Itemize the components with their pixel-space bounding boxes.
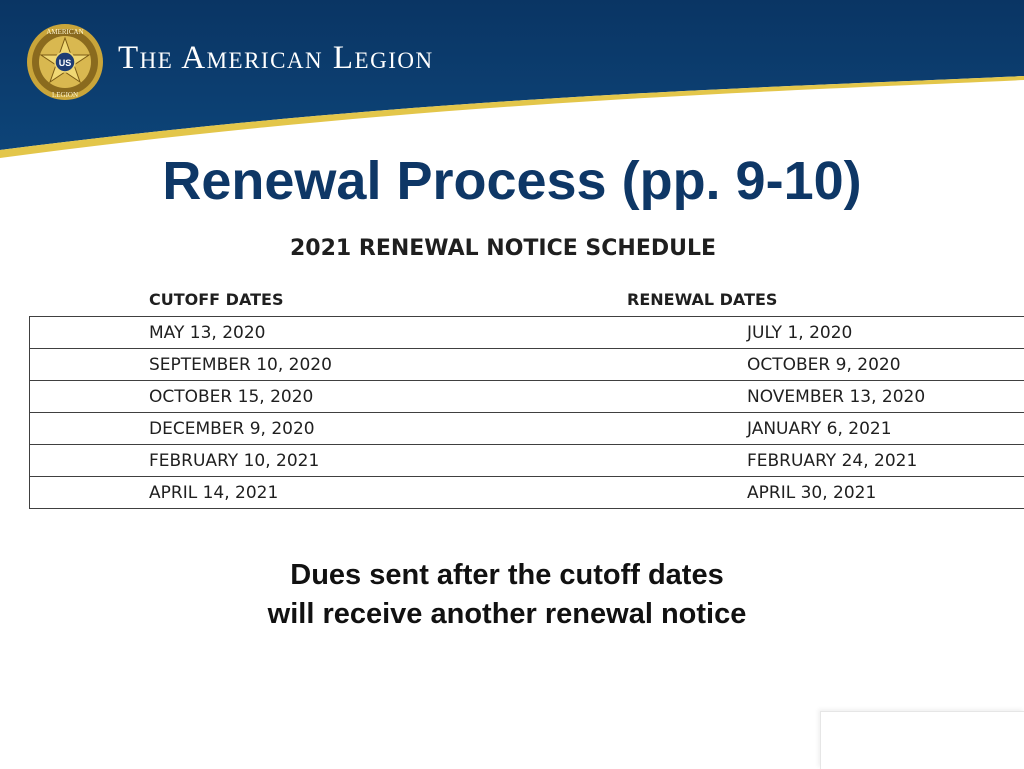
table-row: [30, 477, 1024, 509]
table-row: [30, 445, 1024, 477]
renewal-date-cell: NOVEMBER 13, 2020: [628, 381, 1024, 413]
slide-corner-frame: [820, 711, 1024, 769]
renewal-date-cell: JANUARY 6, 2021: [628, 413, 1024, 445]
renewal-date-cell: APRIL 30, 2021: [628, 477, 1024, 509]
column-header-renewal: RENEWAL DATES: [627, 290, 777, 309]
cutoff-date-cell: DECEMBER 9, 2020: [30, 413, 629, 445]
cutoff-date-cell: MAY 13, 2020: [30, 317, 629, 349]
legion-emblem: [25, 22, 105, 102]
renewal-schedule-table: [29, 285, 987, 509]
renewal-date-cell: OCTOBER 9, 2020: [628, 349, 1024, 381]
column-header-cutoff: CUTOFF DATES: [149, 290, 283, 309]
table-row: [30, 349, 1024, 381]
cutoff-date-cell: APRIL 14, 2021: [30, 477, 629, 509]
slide-title: Renewal Process (pp. 9-10): [0, 150, 1024, 212]
cutoff-date-cell: FEBRUARY 10, 2021: [30, 445, 629, 477]
header-banner: [0, 0, 1024, 170]
renewal-date-cell: FEBRUARY 24, 2021: [628, 445, 1024, 477]
renewal-date-cell: JULY 1, 2020: [628, 317, 1024, 349]
emblem-center-text: US: [59, 58, 72, 68]
schedule-title: 2021 RENEWAL NOTICE SCHEDULE: [290, 236, 716, 261]
emblem-top-text: AMERICAN: [46, 28, 83, 36]
footnote: [0, 556, 1014, 634]
cutoff-date-cell: OCTOBER 15, 2020: [30, 381, 629, 413]
brand-title: The American Legion: [118, 40, 434, 77]
emblem-bottom-text: LEGION: [52, 91, 78, 99]
table-row: [30, 381, 1024, 413]
table-header-row: [29, 285, 987, 316]
footnote-line-1: Dues sent after the cutoff dates: [0, 556, 1014, 595]
cutoff-date-cell: SEPTEMBER 10, 2020: [30, 349, 629, 381]
table-row: [30, 413, 1024, 445]
table-row: [30, 317, 1024, 349]
footnote-line-2: will receive another renewal notice: [0, 595, 1014, 634]
